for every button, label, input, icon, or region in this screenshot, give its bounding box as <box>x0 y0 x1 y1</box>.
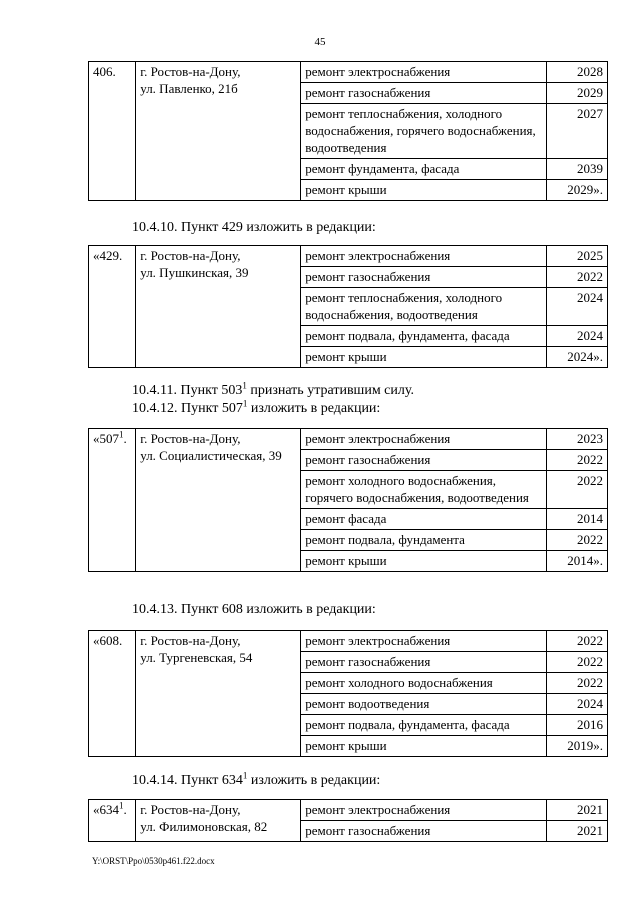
work-type: ремонт холодного водоснабжения, горячего водоснабжения, водоотведения <box>301 471 546 509</box>
work-year: 2027 <box>546 104 607 159</box>
address-city: г. Ростов-на-Дону, <box>140 248 241 263</box>
work-year: 2024 <box>546 288 607 326</box>
work-year: 2014». <box>546 551 607 572</box>
work-type: ремонт крыши <box>301 180 546 201</box>
work-type: ремонт электроснабжения <box>301 429 546 450</box>
address-cell <box>136 631 301 757</box>
work-year: 2024 <box>546 326 607 347</box>
item-number-tail: . <box>123 431 127 446</box>
page-number: 45 <box>314 36 326 48</box>
paragraph-text: 10.4.10. Пункт 429 изложить в редакции: <box>132 220 376 235</box>
work-type: ремонт холодного водоснабжения <box>301 673 546 694</box>
table-row <box>89 62 608 83</box>
item-number-superscript: 1 <box>119 429 124 440</box>
paragraph-text: 10.4.14. Пункт 634 <box>132 773 243 788</box>
work-type: ремонт крыши <box>301 347 546 368</box>
paragraph-text: 10.4.12. Пункт 507 <box>132 401 243 416</box>
table-row <box>89 800 608 821</box>
address-street: ул. Социалистическая, 39 <box>140 448 282 463</box>
registry-table <box>88 799 608 842</box>
item-number <box>89 429 136 572</box>
file-path-footer: Y:\ORST\Ppo\0530p461.f22.docx <box>92 856 215 866</box>
work-type: ремонт подвала, фундамента, фасада <box>301 715 546 736</box>
paragraph <box>132 382 414 400</box>
paragraph <box>132 219 376 237</box>
work-type: ремонт крыши <box>301 736 546 757</box>
paragraph-text: изложить в редакции: <box>247 773 381 788</box>
address-city: г. Ростов-на-Дону, <box>140 431 241 446</box>
work-year: 2024». <box>546 347 607 368</box>
table-row <box>89 631 608 652</box>
work-type: ремонт электроснабжения <box>301 62 546 83</box>
item-number <box>89 62 136 201</box>
paragraph-text: признать утратившим силу. <box>246 383 414 398</box>
address-cell <box>136 62 301 201</box>
paragraph-text: 10.4.11. Пункт 503 <box>132 383 243 398</box>
address-street: ул. Тургеневская, 54 <box>140 650 253 665</box>
work-year: 2022 <box>546 450 607 471</box>
work-year: 2022 <box>546 673 607 694</box>
address-city: г. Ростов-на-Дону, <box>140 64 241 79</box>
work-year: 2022 <box>546 652 607 673</box>
work-type: ремонт фундамента, фасада <box>301 159 546 180</box>
work-type: ремонт фасада <box>301 509 546 530</box>
registry-table <box>88 245 608 368</box>
superscript: 1 <box>242 770 248 781</box>
paragraph-text: изложить в редакции: <box>247 401 381 416</box>
work-type: ремонт крыши <box>301 551 546 572</box>
item-number-text: «429. <box>93 248 123 263</box>
address-cell <box>136 429 301 572</box>
address-city: г. Ростов-на-Дону, <box>140 633 241 648</box>
paragraph <box>132 772 380 790</box>
table-row <box>89 246 608 267</box>
work-year: 2022 <box>546 530 607 551</box>
work-year: 2029». <box>546 180 607 201</box>
work-year: 2014 <box>546 509 607 530</box>
paragraph-text: 10.4.13. Пункт 608 изложить в редакции: <box>132 602 376 617</box>
work-year: 2024 <box>546 694 607 715</box>
address-cell <box>136 800 301 842</box>
work-type: ремонт газоснабжения <box>301 821 546 842</box>
work-year: 2021 <box>546 800 607 821</box>
work-year: 2019». <box>546 736 607 757</box>
work-type: ремонт подвала, фундамента, фасада <box>301 326 546 347</box>
work-type: ремонт теплоснабжения, холодного водоснабжения, горячего водоснабжения, водоотведения <box>301 104 546 159</box>
work-type: ремонт газоснабжения <box>301 450 546 471</box>
address-street: ул. Павленко, 21б <box>140 81 238 96</box>
item-number-text: «608. <box>93 633 123 648</box>
registry-table <box>88 630 608 757</box>
work-year: 2022 <box>546 267 607 288</box>
table-row <box>89 429 608 450</box>
address-street: ул. Пушкинская, 39 <box>140 265 249 280</box>
superscript: 1 <box>242 380 247 391</box>
work-year: 2028 <box>546 62 607 83</box>
work-year: 2029 <box>546 83 607 104</box>
item-number <box>89 800 136 842</box>
registry-table <box>88 428 608 572</box>
item-number-superscript: 1 <box>119 800 124 811</box>
address-cell <box>136 246 301 368</box>
address-street: ул. Филимоновская, 82 <box>140 819 268 834</box>
work-type: ремонт электроснабжения <box>301 631 546 652</box>
paragraph <box>132 400 380 418</box>
work-year: 2039 <box>546 159 607 180</box>
work-year: 2023 <box>546 429 607 450</box>
work-type: ремонт электроснабжения <box>301 246 546 267</box>
item-number-text: «634 <box>93 802 119 817</box>
work-year: 2016 <box>546 715 607 736</box>
item-number-text: «507 <box>93 431 119 446</box>
work-type: ремонт газоснабжения <box>301 267 546 288</box>
item-number <box>89 631 136 757</box>
item-number-text: 406. <box>93 64 116 79</box>
work-type: ремонт газоснабжения <box>301 83 546 104</box>
work-type: ремонт теплоснабжения, холодного водоснабжения, водоотведения <box>301 288 546 326</box>
address-city: г. Ростов-на-Дону, <box>140 802 241 817</box>
work-type: ремонт подвала, фундамента <box>301 530 546 551</box>
work-year: 2022 <box>546 631 607 652</box>
work-type: ремонт водоотведения <box>301 694 546 715</box>
work-type: ремонт электроснабжения <box>301 800 546 821</box>
work-type: ремонт газоснабжения <box>301 652 546 673</box>
item-number <box>89 246 136 368</box>
registry-table <box>88 61 608 201</box>
work-year: 2025 <box>546 246 607 267</box>
work-year: 2021 <box>546 821 607 842</box>
work-year: 2022 <box>546 471 607 509</box>
paragraph <box>132 601 376 619</box>
superscript: 1 <box>242 398 248 409</box>
item-number-tail: . <box>123 802 127 817</box>
